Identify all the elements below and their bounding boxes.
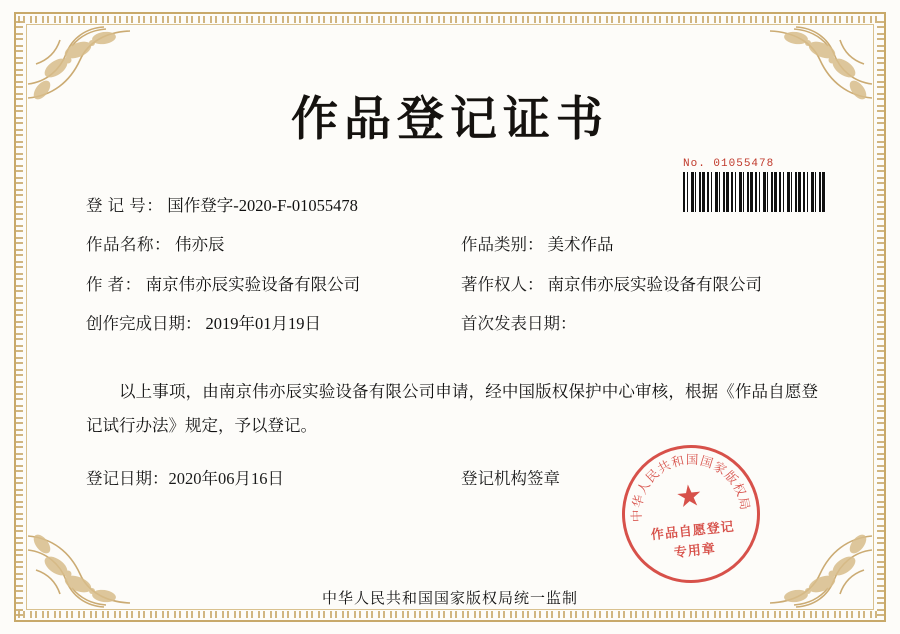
svg-text:中华人民共和国国家版权局: 中华人民共和国国家版权局 — [629, 452, 753, 523]
registration-date — [86, 465, 461, 489]
barcode-number: 01055478 — [713, 158, 775, 170]
frame-band-right — [877, 18, 884, 616]
field-row-registration-number — [86, 190, 814, 221]
field-label: 登 记 号： — [86, 196, 164, 215]
barcode-number-label — [683, 158, 828, 170]
field-value: 国作登字-2020-F-01055478 — [167, 196, 358, 215]
frame-band-bottom — [18, 611, 882, 618]
field-cell-right — [461, 308, 814, 339]
footer-text: 中华人民共和国国家版权局统一监制 — [321, 591, 578, 607]
field-row-author — [86, 269, 814, 300]
field-value: 2019年01月19日 — [205, 314, 321, 334]
field-cell-left — [86, 190, 461, 221]
signature-label: 登记机构签章 — [461, 469, 560, 488]
field-cell-right — [461, 269, 814, 300]
field-cell-left — [86, 269, 461, 300]
field-value: 南京伟亦辰实验设备有限公司 — [145, 274, 361, 294]
field-label: 作 者： — [86, 274, 142, 294]
field-value: 伟亦辰 — [175, 235, 225, 255]
official-seal — [615, 438, 767, 590]
field-cell-left — [86, 229, 461, 260]
field-value: 南京伟亦辰实验设备有限公司 — [547, 274, 762, 294]
seal-line-2: 专用章 — [673, 540, 717, 560]
field-row-work-title — [86, 229, 814, 260]
registration-date-value: 2020年06月16日 — [168, 469, 284, 488]
field-cell-right — [461, 229, 814, 260]
field-cell-left — [86, 308, 461, 339]
field-value: 美术作品 — [547, 235, 614, 255]
frame-band-top — [18, 16, 882, 23]
field-label: 作品名称： — [86, 235, 171, 255]
seal-star-icon: ★ — [674, 478, 705, 515]
field-label: 首次发表日期： — [461, 314, 577, 334]
field-label: 作品类别： — [461, 235, 544, 255]
certificate-content — [60, 40, 840, 594]
page-title: 作品登记证书 — [291, 94, 609, 146]
frame-band-left — [16, 18, 23, 616]
seal-line-1: 作品自愿登记 — [650, 518, 736, 543]
field-row-creation-date — [86, 308, 814, 339]
statement-paragraph: 以上事项，由南京伟亦辰实验设备有限公司申请，经中国版权保护中心审核，根据《作品自愿登记试行办法》规定，予以登记。 — [86, 382, 818, 435]
field-list — [86, 190, 814, 347]
field-label: 著作权人： — [461, 274, 544, 294]
registration-date-label: 登记日期： — [86, 469, 169, 488]
barcode-prefix: No. — [683, 158, 706, 170]
field-label: 创作完成日期： — [86, 314, 202, 334]
